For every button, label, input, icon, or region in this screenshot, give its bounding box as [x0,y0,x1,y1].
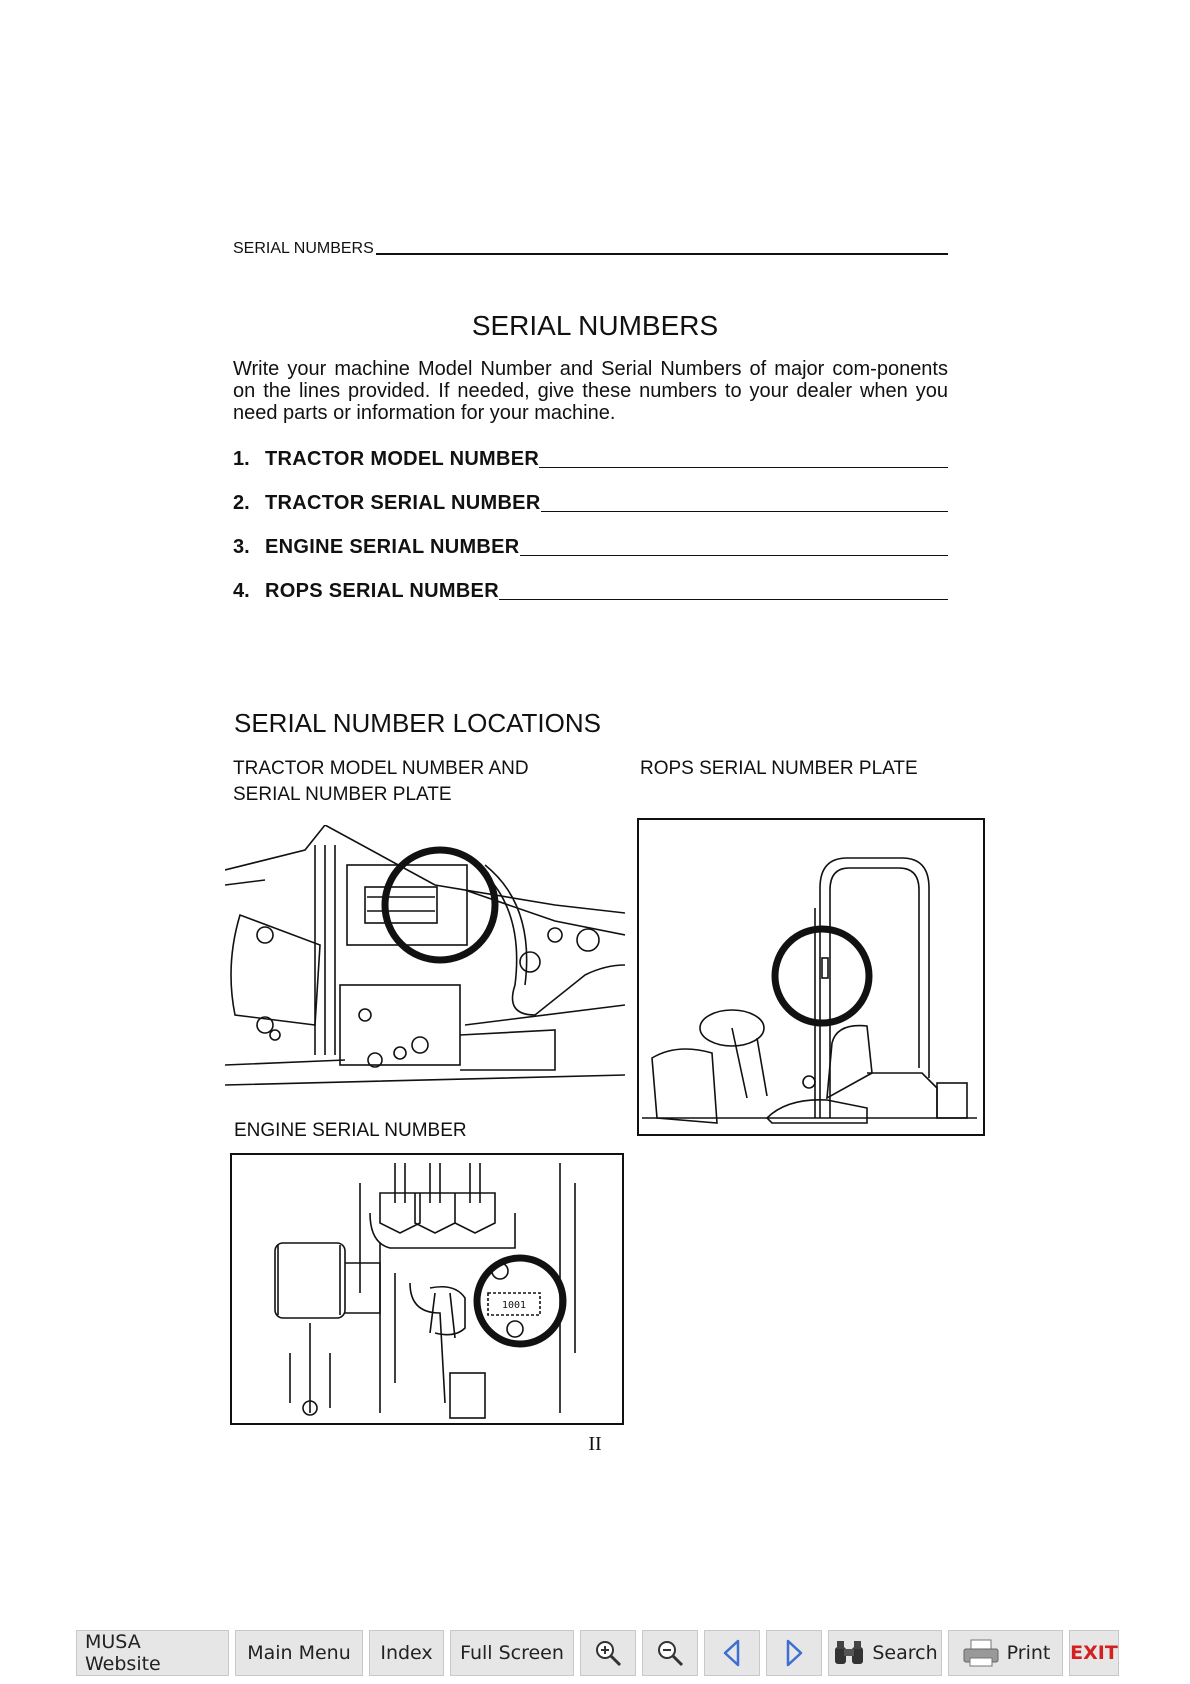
item-number: 4. [233,580,250,602]
next-page-button[interactable] [766,1630,822,1676]
main-menu-button[interactable]: Main Menu [235,1630,363,1676]
caption-line: SERIAL NUMBER PLATE [233,784,452,805]
rops-plate-caption: ROPS SERIAL NUMBER PLATE [640,758,918,779]
search-button[interactable] [828,1630,942,1676]
page-number: II [588,1433,602,1455]
rops-plate-illustration [637,818,985,1136]
previous-page-button[interactable] [704,1630,760,1676]
print-label: Print [1006,1642,1051,1664]
caption-line: TRACTOR MODEL NUMBER AND [233,758,529,779]
intro-paragraph: Write your machine Model Number and Serial Numbers of major com-ponents on the lines provided. If needed, give these numbers to your dealer when you need parts or information for your machine. [233,358,948,424]
zoom-out-icon [655,1638,685,1668]
item-label: TRACTOR MODEL NUMBER [265,448,540,470]
item-number: 2. [233,492,250,514]
print-button[interactable] [948,1630,1063,1676]
prev-page-icon [720,1638,744,1668]
running-header [233,240,948,258]
list-item [233,536,948,559]
printer-icon [961,1638,1001,1668]
write-line [520,555,948,556]
list-item [233,448,948,471]
engine-plate-number: 1001 [501,1300,527,1311]
engine-serial-illustration [230,1153,624,1425]
header-rule [376,252,948,255]
exit-button[interactable]: EXIT [1069,1630,1119,1676]
running-header-title: SERIAL NUMBERS [233,240,374,257]
search-label: Search [872,1642,938,1664]
zoom-in-icon [593,1638,623,1668]
item-label: ROPS SERIAL NUMBER [265,580,499,602]
tractor-plate-illustration [225,825,625,1090]
locations-heading: SERIAL NUMBER LOCATIONS [234,708,601,738]
item-number: 1. [233,448,250,470]
engine-serial-caption: ENGINE SERIAL NUMBER [234,1120,467,1141]
item-label: ENGINE SERIAL NUMBER [265,536,520,558]
item-number: 3. [233,536,250,558]
tractor-plate-caption [233,756,529,808]
write-line [539,467,948,468]
item-label: TRACTOR SERIAL NUMBER [265,492,541,514]
zoom-in-button[interactable] [580,1630,636,1676]
list-item [233,492,948,515]
musa-website-button[interactable]: MUSA Website [76,1630,229,1676]
binoculars-icon [832,1639,866,1667]
list-item [233,580,948,603]
page-title: SERIAL NUMBERS [471,310,719,341]
next-page-icon [782,1638,806,1668]
write-line [499,599,948,600]
index-button[interactable]: Index [369,1630,444,1676]
write-line [541,511,948,512]
zoom-out-button[interactable] [642,1630,698,1676]
viewer-toolbar [76,1630,1119,1678]
full-screen-button[interactable]: Full Screen [450,1630,574,1676]
